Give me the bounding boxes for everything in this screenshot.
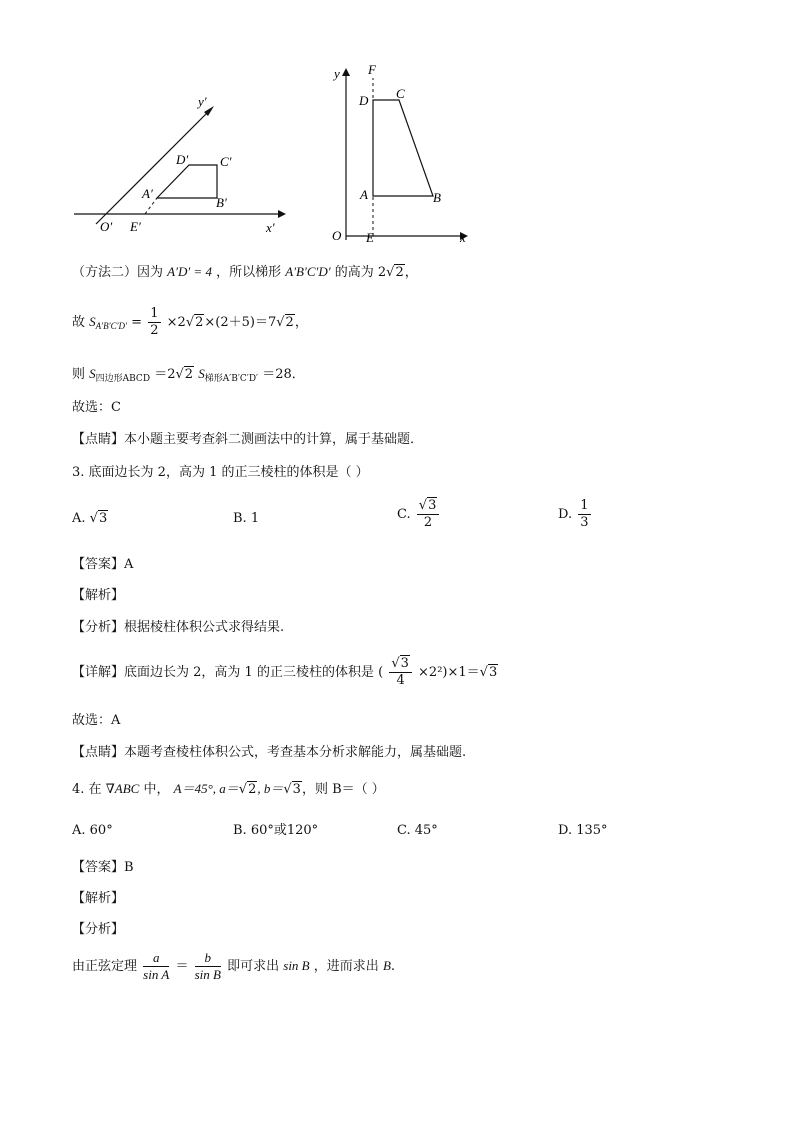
area1-rest: ×(2＋5)＝7: [204, 315, 277, 330]
label-x-prime: x′: [266, 220, 275, 235]
label-y: y: [334, 66, 340, 81]
q4-stem-prefix: 4. 在: [72, 782, 102, 797]
q4-eq: ＝: [175, 959, 189, 974]
label-o-prime: O′: [100, 219, 113, 234]
q4-option-c[interactable]: C. 45°: [397, 823, 438, 838]
q3-choice: 故选：A: [72, 713, 121, 728]
q3-option-c-label: C.: [397, 507, 411, 522]
area1-line: 故 $S_{A'B'C'D'}$ = $\frac{1}{2}$ ×2√2×(2＋5)＝7√2，: [72, 306, 308, 338]
label-y-prime: y′: [198, 94, 207, 109]
q4-option-a[interactable]: A. 60°: [72, 823, 113, 838]
q3-option-d-label: D.: [558, 507, 573, 522]
q3-option-d[interactable]: [558, 498, 593, 531]
area1-frac-num: 1: [150, 306, 159, 321]
area1-frac-den: 2: [150, 323, 159, 338]
label-d: D: [359, 93, 369, 108]
q4-detail-mid: 即可求出: [227, 959, 280, 974]
q4-stem-end: ，则 B＝（ ）: [301, 782, 385, 797]
q4-answer: 【答案】B: [72, 860, 134, 875]
q3-detail-fraction: [389, 656, 412, 689]
q4-rad-b: 3: [292, 782, 301, 797]
q4-fraction-b: [195, 950, 221, 983]
q3-detail-prefix: 【详解】底面边长为 2，高为 1 的正三棱柱的体积是: [72, 665, 374, 680]
q3-analysis: 【解析】: [72, 588, 125, 603]
q3-option-b[interactable]: B. 1: [233, 511, 260, 526]
trapezoid-prime: [157, 165, 217, 198]
q3-detail: 【详解】底面边长为 2，高为 1 的正三棱柱的体积是 ( $\frac{√3}{4}$ ×2²)×1＝√3: [72, 656, 498, 688]
q4-sinb: sin B: [283, 958, 310, 973]
area1-times1: ×2: [166, 315, 186, 330]
q3-option-d-fraction: [578, 498, 590, 531]
q3-option-d-den: 3: [580, 515, 589, 530]
q3-detail-rad: 3: [488, 665, 498, 680]
label-o: O: [332, 228, 342, 243]
q3-option-a-rad: 3: [98, 511, 108, 526]
q3-option-c-num: √3: [417, 498, 440, 515]
q3-detail-den: 4: [396, 673, 405, 688]
label-c: C: [396, 86, 405, 101]
label-e: E: [366, 230, 374, 245]
method2-height-rad: 2: [395, 265, 404, 280]
label-e-prime: E′: [130, 219, 141, 234]
method2-line: （方法二）因为 A′D′ = 4 ，所以梯形 A′B′C′D′ 的高为 2√2，: [72, 264, 418, 280]
method2-mid: ，所以梯形: [216, 265, 282, 280]
label-c-prime: C′: [220, 154, 232, 169]
q3-option-c-fraction: [417, 498, 440, 531]
q4-tri: ∇ABC: [105, 781, 140, 796]
method2-suffix: 的高为: [334, 265, 374, 280]
q4-analysis: 【解析】: [72, 891, 125, 906]
area1-half-fraction: [148, 306, 160, 339]
q3-stem: 3. 底面边长为 2，高为 1 的正三棱柱的体积是（ ）: [72, 465, 369, 480]
area2-s: S: [89, 366, 96, 381]
q4-frac2-den: sin B: [194, 967, 221, 982]
q4-cond2: , b＝: [257, 781, 284, 796]
area1-prefix: 故: [72, 315, 86, 330]
q3-option-d-num: 1: [580, 498, 589, 513]
method2-end: ，: [404, 265, 418, 280]
q4-method: 【分析】: [72, 922, 125, 937]
area2-prefix: 则: [72, 367, 86, 382]
q4-fraction-a: [143, 950, 169, 983]
q4-frac1-num: a: [143, 950, 169, 967]
q4-frac2-num: b: [195, 950, 221, 967]
q4-stem-mid: 中，: [143, 782, 170, 797]
q3-method: 【分析】根据棱柱体积公式求得结果.: [72, 620, 285, 635]
q3-detail-num-rad: 3: [400, 656, 409, 671]
method2-expr: A′D′ = 4: [167, 264, 212, 279]
label-b: B: [433, 190, 441, 205]
original-figure: [326, 60, 476, 250]
area1-end: ，: [294, 315, 308, 330]
area2-eq: ＝2: [154, 367, 176, 382]
q4-b: B: [382, 958, 391, 973]
area2-rad: 2: [184, 367, 194, 382]
area1-rad2: 2: [285, 315, 294, 330]
q3-answer: 【答案】A: [72, 557, 134, 572]
label-a: A: [360, 187, 368, 202]
q4-cond: A＝45°, a＝: [173, 781, 239, 796]
method2-prefix: （方法二）因为: [72, 265, 164, 280]
q4-detail-end: .: [390, 959, 396, 974]
q3-option-c[interactable]: [397, 498, 441, 531]
area2-sub2: 梯形A′B′C′D′: [204, 374, 259, 384]
method2-trap: A′B′C′D′: [285, 264, 331, 279]
method2-height-coef: 2: [377, 265, 387, 280]
q3-option-c-num-rad: 3: [428, 498, 437, 513]
y-arrow: [342, 68, 350, 76]
q2-comment: 【点睛】本小题主要考查斜二测画法中的计算，属于基础题．: [72, 432, 424, 447]
q3-option-a-label: A.: [72, 511, 86, 526]
label-a-prime: A′: [142, 186, 153, 201]
q3-detail-open: (: [378, 665, 384, 680]
q4-detail-prefix: 由正弦定理: [72, 959, 138, 974]
q4-detail: [72, 950, 395, 983]
q4-option-d[interactable]: D. 135°: [558, 823, 608, 838]
label-x: x: [460, 230, 466, 245]
q4-stem: 4. 在 ∇ABC 中， A＝45°, a＝√2, b＝√3，则 B＝（ ）: [72, 781, 385, 797]
area2-line: 则 $S_{四边形ABCD} =2√2$ $S_{梯形A'B'C'D'} =28$．: [72, 366, 305, 384]
q3-option-a[interactable]: A. √3: [72, 511, 108, 526]
q4-option-b[interactable]: B. 60°或120°: [233, 823, 319, 838]
area2-sub: 四边形ABCD: [95, 374, 151, 384]
trapezoid-abcd: [373, 100, 433, 196]
area1-sub: A′B′C′D′: [95, 321, 128, 331]
label-f: F: [368, 62, 376, 77]
label-b-prime: B′: [216, 195, 227, 210]
area1-rad1: 2: [195, 315, 204, 330]
area1-eq: =: [131, 315, 143, 330]
q2-choice: 故选：C: [72, 400, 121, 415]
q3-detail-mid: ×2²)×1＝: [418, 665, 480, 680]
q3-detail-num: √3: [389, 656, 412, 673]
x-prime-arrow: [278, 210, 286, 218]
area1-s: S: [89, 314, 96, 329]
y-prime-axis: [96, 110, 210, 224]
area2-end: ＝28．: [262, 367, 305, 382]
q3-option-c-den: 2: [423, 515, 433, 530]
area2-s2: S: [198, 366, 205, 381]
oblique-figure: [60, 92, 300, 242]
q4-detail-mid2: ，进而求出: [313, 959, 379, 974]
q4-rad-a: 2: [248, 782, 257, 797]
q3-comment: 【点睛】本题考查棱柱体积公式，考查基本分析求解能力，属基础题.: [72, 745, 467, 760]
label-d-prime: D′: [176, 152, 189, 167]
q4-frac1-den: sin A: [143, 967, 170, 982]
